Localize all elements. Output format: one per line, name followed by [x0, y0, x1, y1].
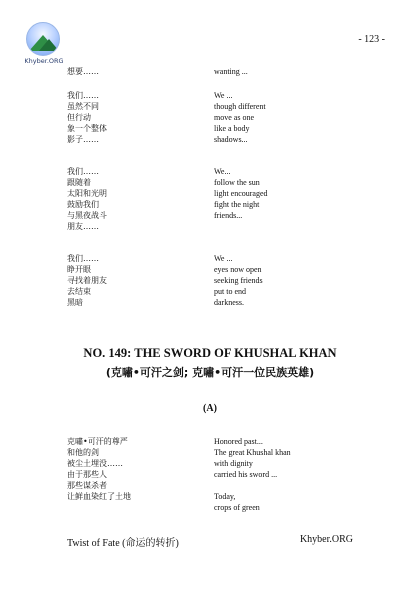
- section-label: (A): [203, 403, 217, 414]
- stanza-en: [214, 90, 266, 145]
- footer-book-title: Twist of Fate (命运的转折): [67, 538, 179, 549]
- poem-line: 和他的剑: [67, 448, 99, 457]
- poem-line: 我们……: [67, 254, 99, 263]
- poem-line: 影子……: [67, 135, 99, 144]
- poem-line: shadows...: [214, 135, 248, 144]
- poem-line: Today,: [214, 492, 236, 501]
- poem-line: 跟随着: [67, 178, 91, 187]
- poem-line: 朋友……: [67, 222, 99, 231]
- poem-a-zh: [67, 436, 131, 502]
- poem-line: 睁开眼: [67, 265, 91, 274]
- stanza-zh: [67, 253, 107, 308]
- poem-line: light encouraged: [214, 189, 268, 198]
- poem-line: 去结束: [67, 287, 91, 296]
- poem-line: [214, 480, 291, 491]
- poem-title: NO. 149: THE SWORD OF KHUSHAL KHAN: [83, 346, 337, 360]
- stanza-zh: [67, 90, 107, 145]
- poem-line: darkness.: [214, 298, 244, 307]
- poem-line: crops of green: [214, 503, 260, 512]
- poem-line: 象一个整体: [67, 124, 107, 133]
- poem-line: 那些谋杀者: [67, 481, 107, 490]
- poem-line: 但行动: [67, 113, 91, 122]
- poem-line: 黑暗: [67, 298, 83, 307]
- stanza-en: [214, 66, 248, 77]
- poem-line: eyes now open: [214, 265, 262, 274]
- page-number: - 123 -: [358, 34, 385, 45]
- poem-line: We ...: [214, 254, 233, 263]
- logo-text: Khyber.ORG: [24, 57, 64, 65]
- mountain-icon: [39, 39, 59, 51]
- stanza-en: [214, 253, 263, 308]
- poem-line: 我们……: [67, 167, 99, 176]
- poem-line: 我们……: [67, 91, 99, 100]
- poem-line: 克嘯•可汗的尊严: [67, 437, 128, 446]
- poem-line: like a body: [214, 124, 250, 133]
- poem-line: Honored past...: [214, 437, 263, 446]
- poem-line: 被尘土埋没……: [67, 459, 123, 468]
- poem-line: move as one: [214, 113, 254, 122]
- poem-line: seeking friends: [214, 276, 263, 285]
- poem-line: We...: [214, 167, 231, 176]
- footer-site: Khyber.ORG: [299, 534, 353, 545]
- poem-line: 想要……: [67, 67, 99, 76]
- poem-line: fight the night: [214, 200, 260, 209]
- poem-line: 与黑夜战斗: [67, 211, 107, 220]
- poem-line: 鼓励我们: [67, 200, 99, 209]
- poem-line: 虽然不同: [67, 102, 99, 111]
- stanza-zh: [67, 166, 107, 232]
- poem-line: with dignity: [214, 459, 253, 468]
- poem-line: though different: [214, 102, 266, 111]
- stanza-zh: [67, 66, 99, 77]
- globe-icon: [26, 22, 60, 56]
- poem-line: 由于那些人: [67, 470, 107, 479]
- logo: [22, 22, 62, 68]
- poem-line: We ...: [214, 91, 233, 100]
- poem-line: carried his sword ...: [214, 470, 278, 479]
- poem-title-chinese: (克嘯•可汗之剑; 克嘯•可汗一位民族英雄): [105, 366, 315, 379]
- stanza-en: [214, 166, 268, 221]
- poem-line: friends...: [214, 211, 243, 220]
- poem-line: 让鲜血染红了土地: [67, 492, 131, 501]
- poem-line: The great Khushal khan: [214, 448, 291, 457]
- poem-line: 寻找着朋友: [67, 276, 107, 285]
- poem-line: put to end: [214, 287, 246, 296]
- poem-a-en: [214, 436, 291, 513]
- poem-line: 太阳和光明: [67, 189, 107, 198]
- poem-line: follow the sun: [214, 178, 260, 187]
- poem-line: wanting ...: [214, 67, 248, 76]
